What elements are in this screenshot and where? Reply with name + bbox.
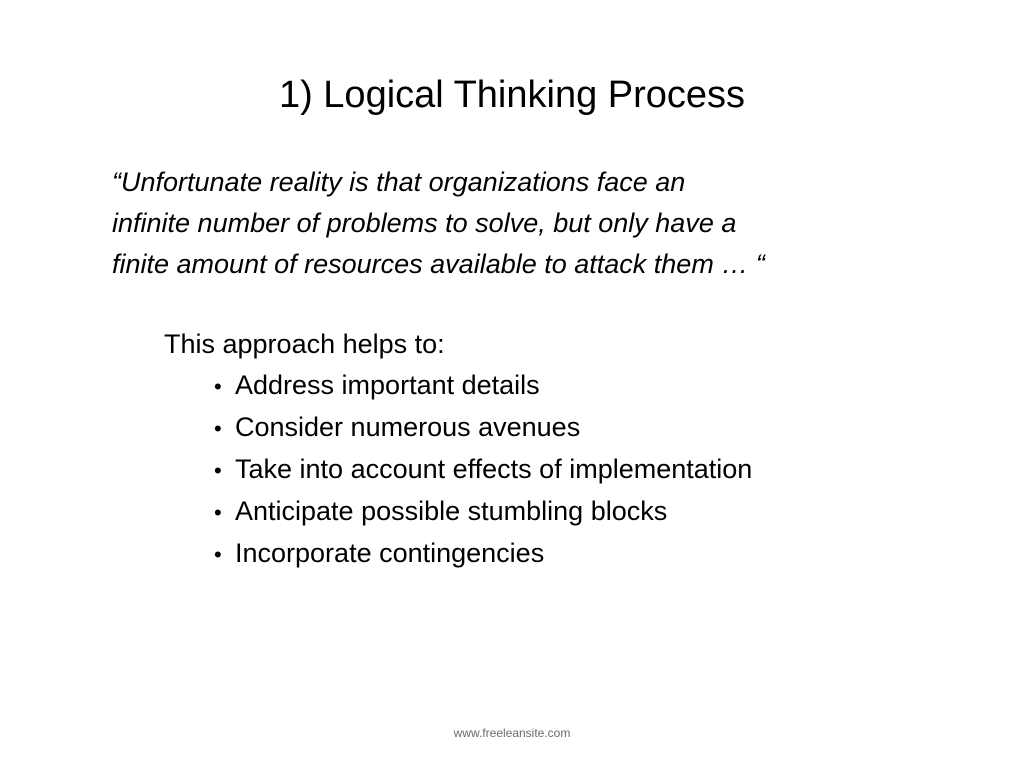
footer-watermark: www.freeleansite.com xyxy=(453,726,571,740)
quote-line: infinite number of problems to solve, but only have a xyxy=(112,208,737,238)
bullet-icon: • xyxy=(214,458,222,483)
bullet-text: Anticipate possible stumbling blocks xyxy=(235,496,668,526)
bullet-item xyxy=(214,407,752,449)
bullet-text: Address important details xyxy=(235,370,540,400)
quote-line: “Unfortunate reality is that organizations face an xyxy=(112,167,686,197)
bullet-icon: • xyxy=(214,542,222,567)
bullet-item xyxy=(214,491,752,533)
quote-block xyxy=(112,162,912,285)
bullet-text: Consider numerous avenues xyxy=(235,412,581,442)
intro-text: This approach helps to: xyxy=(164,329,445,359)
bullet-text: Incorporate contingencies xyxy=(235,538,545,568)
bullet-text: Take into account effects of implementation xyxy=(235,454,753,484)
slide-title: 1) Logical Thinking Process xyxy=(278,74,746,116)
bullet-item xyxy=(214,449,752,491)
bullet-item xyxy=(214,533,752,575)
quote-line: finite amount of resources available to attack them … “ xyxy=(112,249,765,279)
bullet-list xyxy=(214,365,752,575)
bullet-icon: • xyxy=(214,416,222,441)
bullet-icon: • xyxy=(214,374,222,399)
bullet-icon: • xyxy=(214,500,222,525)
bullet-item xyxy=(214,365,752,407)
